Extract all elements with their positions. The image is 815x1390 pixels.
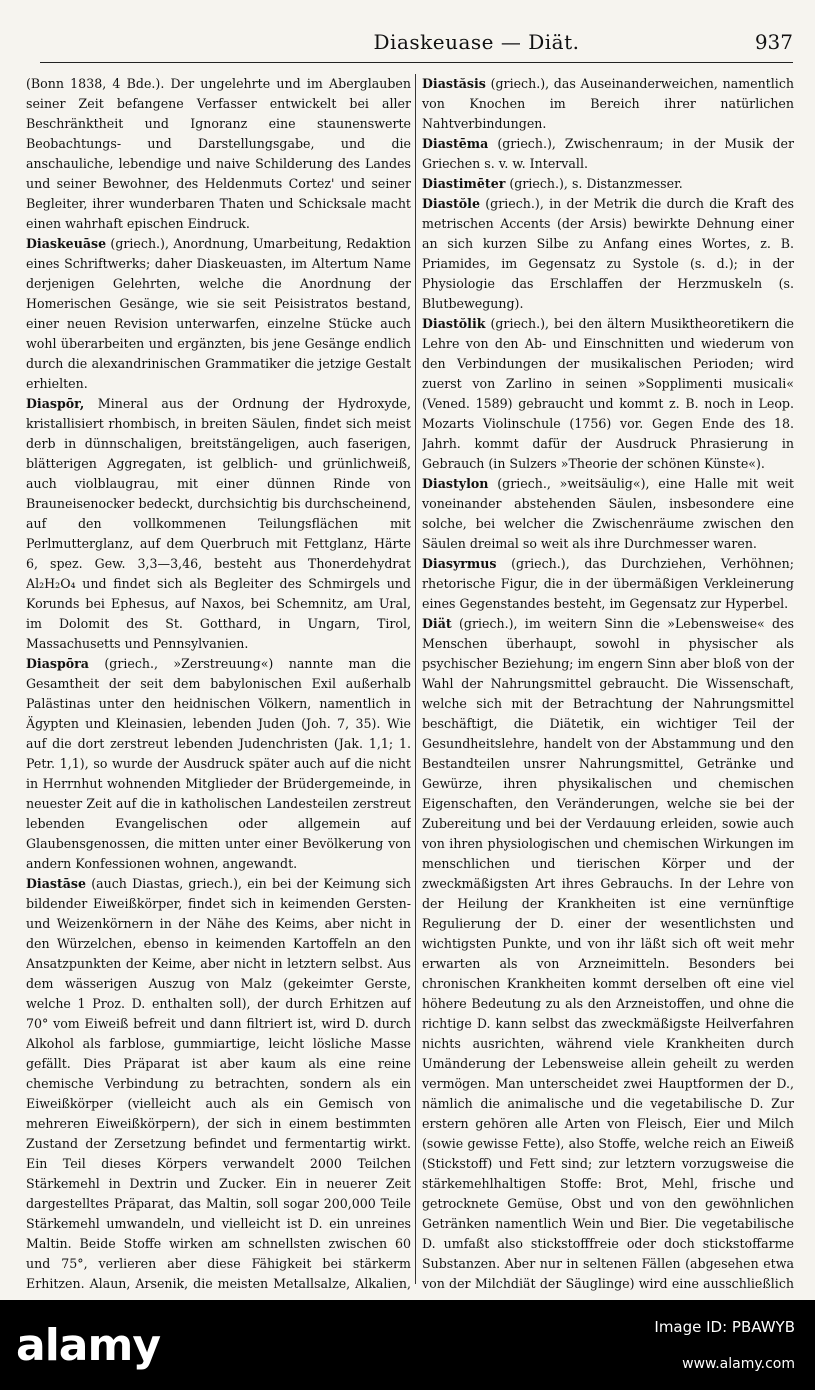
entry-diaspora bbox=[26, 654, 411, 874]
headword: Diaspōra bbox=[26, 656, 89, 671]
headword: Diastimēter bbox=[422, 176, 506, 191]
headword: Diastăsis bbox=[422, 76, 486, 91]
entry-diastolik bbox=[422, 314, 794, 474]
entry-diastase bbox=[26, 874, 411, 1294]
column-divider bbox=[415, 74, 416, 1284]
entry-text: (auch Diastas, griech.), ein bei der Keimung sich bildender Eiweißkörper, findet sich in keimenden Gersten- und Weizenkörnern in der Nähe des Keims, aber nicht in den Würzelchen, ebenso in keimenden Kartoffeln an den Ansatzpunkten der Keime, aber nicht in letztern selbst. Aus dem wässerigen Auszug von Malz (gekeimter Gerste, welche 1 Proz. D. enthalten soll), der durch Erhitzen auf 70° vom Eiweiß befreit und dann filtriert ist, wird D. durch Alkohol als farblose, gummiartige, leicht lösliche Masse gefällt. Dies Präparat ist aber kaum als eine reine chemische Verbindung zu betrachten, sondern als ein Eiweißkörper (vielleicht auch als ein Gemisch von mehreren Eiweißkörpern), der sich in einem bestimmten Zustand der Zersetzung befindet und fermentartig wirkt. Ein Teil dieses Körpers verwandelt 2000 Teilchen Stärkemehl in Dextrin und Zucker. Ein in neuerer Zeit dargestelltes Präparat, das Maltin, soll sogar 200,000 Teile Stärkemehl umwandeln, und vielleicht ist D. ein unreines Maltin. Beide Stoffe wirken am schnellsten zwischen 60 und 75°, verlieren aber diese Fähigkeit bei stärkerm Erhitzen. Alaun, Arsenik, die meisten Metallsalze, Alkalien, bbox=[26, 876, 411, 1291]
entry-text: (griech.), s. Distanzmesser. bbox=[505, 176, 683, 191]
entry-diaspor bbox=[26, 394, 411, 654]
headword: Diastŏlik bbox=[422, 316, 486, 331]
headword: Diastylon bbox=[422, 476, 489, 491]
entry-text: (griech.), in der Metrik die durch die Kraft des metrischen Accents (der Arsis) bewirkte Dehnung einer an sich kurzen Silbe zu Anfang eines Wortes, z. B. Priamides, im Gegensatz zu Systole (s. d.); in der Physiologie das Erschlaffen der Herzmuskeln (s. Blutbewegung). bbox=[422, 196, 794, 311]
entry-diaskeuase bbox=[26, 234, 411, 394]
right-column bbox=[422, 74, 794, 1294]
headword: Diaskeuāse bbox=[26, 236, 107, 251]
entry-diastylon bbox=[422, 474, 794, 554]
page-number: 937 bbox=[754, 30, 793, 54]
entry-diaet bbox=[422, 614, 794, 1294]
image-id-label: Image ID: PBAWYB bbox=[654, 1318, 795, 1336]
headword: Diastāse bbox=[26, 876, 87, 891]
entry-text: (griech., »Zerstreuung«) nannte man die Gesamtheit der seit dem babylonischen Exil außerhalb Palästinas unter den heidnischen Völkern, namentlich in Ägypten und Kleinasien, lebenden Juden (Joh. 7, 35). Wie auf die dort zerstreut lebenden Judenchristen (Jak. 1,1; 1. Petr. 1,1), so wurde der Ausdruck später auch auf die nicht in Herrnhut wohnenden Mitglieder der Brüdergemeinde, in neuester Zeit auf die in katholischen Landesteilen zerstreut lebenden Evangelischen oder allgemein auf Glaubensgenossen, die mitten unter einer Bevölkerung von andern Konfessionen wohnen, angewandt. bbox=[26, 656, 411, 871]
stock-photo-banner bbox=[0, 1300, 815, 1390]
entry-text: (griech.), bei den ältern Musiktheoretikern die Lehre von den Ab- und Einschnitten und wiederum von den Verbindungen der musikalischen Perioden; wird zuerst von Zarlino in seinen »Sopplimenti musicali« (Vened. 1589) gebraucht und kommt z. B. noch in Leop. Mozarts Violinschule (1756) vor. Gegen Ende des 18. Jahrh. kommt dafür der Ausdruck Phrasierung in Gebrauch (in Sulzers »Theorie der schönen Künste«). bbox=[422, 316, 794, 471]
entry-text: (griech.), das Durchziehen, Verhöhnen; rhetorische Figur, die in der übermäßigen Verkleinerung eines Gegenstandes besteht, im Gegensatz zur Hyperbel. bbox=[422, 556, 794, 611]
alamy-logo[interactable]: alamy bbox=[16, 1320, 160, 1371]
entry-text: Mineral aus der Ordnung der Hydroxyde, kristallisiert rhombisch, in breiten Säulen, findet sich meist derb in dünnschaligen, breitstängeligen, auch faserigen, blätterigen Aggregaten, ist gelblich- und grünlichweiß, auch violblaugrau, mit einer dünnen Rinde von Brauneisenocker bedeckt, durchsichtig bis durchscheinend, auf den vollkommenen Teilungsflächen mit Perlmutterglanz, auf dem Querbruch mit Fettglanz, Härte 6, spez. Gew. 3,3—3,46, besteht aus Thonerdehydrat Al₂H₂O₄ und findet sich als Begleiter des Schmirgels und Korunds bei Ephesus, auf Naxos, bei Schemnitz, am Ural, im Dolomit des St. Gotthard, in Ungarn, Tirol, Massachusetts und Pennsylvanien. bbox=[26, 396, 411, 651]
site-url-link[interactable]: www.alamy.com bbox=[682, 1356, 795, 1372]
entry-text: (griech.), Anordnung, Umarbeitung, Redaktion eines Schriftwerks; daher Diaskeuasten, im Altertum Name derjenigen Gelehrten, welche die Anordnung der Homerischen Gesänge, wie sie seit Peisistratos bestand, einer neuen Revision unterwarfen, einzelne Stücke auch wohl überarbeiten und ergänzten, bis jene Gesänge endlich durch die alexandrinischen Grammatiker die jetzige Gestalt erhielten. bbox=[26, 236, 411, 391]
headword: Diasyrmus bbox=[422, 556, 497, 571]
left-column bbox=[26, 74, 411, 1294]
entry-diastole bbox=[422, 194, 794, 314]
entry-text: (Bonn 1838, 4 Bde.). Der ungelehrte und im Aberglauben seiner Zeit befangene Verfasser entwickelt bei aller Beschränktheit und Ignoranz eine staunenswerte Beobachtungs- und Darstellungsgabe, und die anschauliche, lebendige und naive Schilderung des Landes und seiner Bewohner, des Heldenmuts Cortez' und seiner Begleiter, ihrer wunderbaren Thaten und Schicksale macht einen wahrhaft epischen Eindruck. bbox=[26, 76, 411, 231]
entry-text: (griech.), im weitern Sinn die »Lebensweise« des Menschen überhaupt, sowohl in physischer als psychischer Beziehung; im engern Sinn aber bloß von der Wahl der Nahrungsmittel gebraucht. Die Wissenschaft, welche sich mit der Betrachtung der Nahrungsmittel beschäftigt, die Diätetik, ein wichtiger Teil der Gesundheitslehre, handelt von der Abstammung und den Bestandteilen unsrer Nahrungsmittel, Getränke und Gewürze, ihren physikalischen und chemischen Eigenschaften, den Veränderungen, welche sie bei der Zubereitung und bei der Verdauung erleiden, sowie auch von ihren physiologischen und chemischen Wirkungen im menschlichen und tierischen Körper und der zweckmäßigsten Art ihres Gebrauchs. In der Lehre von der Heilung der Krankheiten ist eine vernünftige Regulierung der D. einer der wesentlichsten und wichtigsten Punkte, und von ihr läßt sich oft weit mehr erwarten als von Arzneimitteln. Besonders bei chronischen Krankheiten kommt derselben oft eine viel höhere Bedeutung zu als den Arzneistoffen, und ohne die richtige D. kann selbst das zweckmäßigste Heilverfahren nichts ausrichten, während viele Krankheiten durch Umänderung der Lebensweise allein geheilt zu werden vermögen. Man unterscheidet zwei Hauptformen der D., nämlich die animalische und die vegetabilische D. Zur erstern gehören alle Arten von Fleisch, Eier und Milch (sowie gewisse Fette), also Stoffe, welche reich an Eiweiß (Stickstoff) und Fett sind; zur letztern vorzugsweise die stärkemehlhaltigen Stoffe: Brot, Mehl, frische und getrocknete Gemüse, Obst und von den gewöhnlichen Getränken namentlich Wein und Bier. Die vegetabilische D. umfaßt also stickstofffreie oder doch stickstoffarme Substanzen. Aber nur in seltenen Fällen (abgesehen etwa von der Milchdiät der Säuglinge) wird eine ausschließlich bbox=[422, 616, 794, 1291]
running-title: Diaskeuase — Diät. bbox=[373, 30, 580, 54]
entry-diastasis bbox=[422, 74, 794, 134]
page-header bbox=[40, 28, 793, 63]
entry-diastimeter bbox=[422, 174, 794, 194]
entry-diasyrmus bbox=[422, 554, 794, 614]
entry-diastema bbox=[422, 134, 794, 174]
entry-text: (griech.), das Auseinanderweichen, namentlich von Knochen im Bereich ihrer natürlichen Nahtverbindungen. bbox=[422, 76, 794, 131]
headword: Diastŏle bbox=[422, 196, 480, 211]
entry-text: (griech.), Zwischenraum; in der Musik der Griechen s. v. w. Intervall. bbox=[422, 136, 794, 171]
headword: Diastēma bbox=[422, 136, 489, 151]
headword: Diaspōr, bbox=[26, 396, 85, 411]
entry-bonn-continuation bbox=[26, 74, 411, 234]
headword: Diät bbox=[422, 616, 452, 631]
entry-text: (griech., »weitsäulig«), eine Halle mit weit voneinander abstehenden Säulen, insbesondere eine solche, bei welcher die Zwischenräume zwischen den Säulen dreimal so weit als ihre Durchmesser waren. bbox=[422, 476, 794, 551]
